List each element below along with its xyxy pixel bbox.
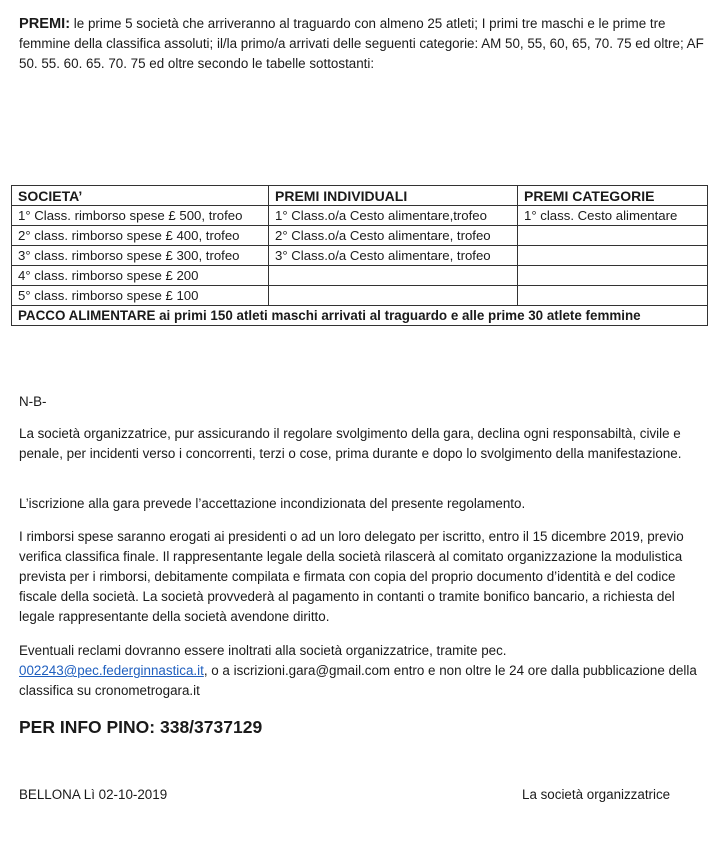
signature-label: La società organizzatrice — [522, 787, 671, 802]
table-header-row — [12, 186, 708, 206]
table-cell — [518, 246, 708, 266]
complaints-text-after: , o a iscrizioni.gara@gmail.com entro e non oltre le 24 ore dalla pubblicazione della classifica su cronometrogara.it — [19, 663, 697, 698]
prizes-table — [11, 185, 708, 326]
table-row — [12, 206, 708, 226]
disclaimer-paragraph: La società organizzatrice, pur assicurando il regolare svolgimento della gara, declina ogni responsabiltà, civile e penale, per incidenti verso i concorrenti, terzi o cose, prima durante e dopo lo svolgimento della manifestazione. — [19, 426, 682, 461]
complaints-text-before: Eventuali reclami dovranno essere inoltrati alla società organizzatrice, tramite pec. — [19, 643, 507, 658]
info-contact: PER INFO PINO: 338/3737129 — [19, 717, 263, 737]
table-footer-row — [12, 306, 708, 326]
table-cell — [518, 286, 708, 306]
complaints-paragraph — [19, 641, 709, 701]
table-row — [12, 246, 708, 266]
place-date: BELLONA Lì 02-10-2019 — [19, 787, 168, 802]
premi-label: PREMI: — [19, 16, 71, 32]
table-cell: 2° class. rimborso spese £ 400, trofeo — [12, 226, 269, 246]
table-cell: 1° Class.o/a Cesto alimentare,trofeo — [269, 206, 518, 226]
table-cell — [269, 266, 518, 286]
table-cell — [518, 266, 708, 286]
table-cell: 3° class. rimborso spese £ 300, trofeo — [12, 246, 269, 266]
nb-label: N-B- — [19, 394, 47, 409]
premi-paragraph — [19, 14, 707, 74]
table-row — [12, 226, 708, 246]
table-cell: 1° Class. rimborso spese £ 500, trofeo — [12, 206, 269, 226]
table-cell: 3° Class.o/a Cesto alimentare, trofeo — [269, 246, 518, 266]
pacco-alimentare-cell: PACCO ALIMENTARE ai primi 150 atleti maschi arrivati al traguardo e alle prime 30 atlete femmine — [12, 306, 708, 326]
header-societa: SOCIETA’ — [12, 186, 269, 206]
table-cell — [518, 226, 708, 246]
refunds-paragraph: I rimborsi spese saranno erogati ai presidenti o ad un loro delegato per iscritto, entro il 15 dicembre 2019, previo verifica classifica finale. Il rappresentante legale della società rilascerà al comitato organizzazione la modulistica prevista per i rimborsi, debitamente compilata e firmata con copia del proprio documento d’identità e del codice fiscale della società. La società provvederà al pagamento in contanti o tramite bonifico bancario, a richiesta del legale rappresentante della società avendone diritto. — [19, 529, 684, 624]
table-cell: 5° class. rimborso spese £ 100 — [12, 286, 269, 306]
table-cell: 2° Class.o/a Cesto alimentare, trofeo — [269, 226, 518, 246]
premi-text: le prime 5 società che arriveranno al traguardo con almeno 25 atleti; I primi tre maschi e le prime tre femmine della classifica assoluti; il/la primo/a arrivati delle seguenti categorie: AM 50, 55, 60, 65, 70. 75 ed oltre; AF 50. 55. 60. 65. 70. 75 ed oltre secondo le tabelle sottostanti: — [19, 16, 704, 71]
table-row — [12, 286, 708, 306]
header-premi-categorie: PREMI CATEGORIE — [518, 186, 708, 206]
table-cell: 1° class. Cesto alimentare — [518, 206, 708, 226]
table-row — [12, 266, 708, 286]
table-cell: 4° class. rimborso spese £ 200 — [12, 266, 269, 286]
table-cell — [269, 286, 518, 306]
header-premi-individuali: PREMI INDIVIDUALI — [269, 186, 518, 206]
acceptance-paragraph: L’iscrizione alla gara prevede l’accettazione incondizionata del presente regolamento. — [19, 496, 526, 511]
pec-email-link[interactable]: 002243@pec.federginnastica.it — [19, 663, 204, 678]
